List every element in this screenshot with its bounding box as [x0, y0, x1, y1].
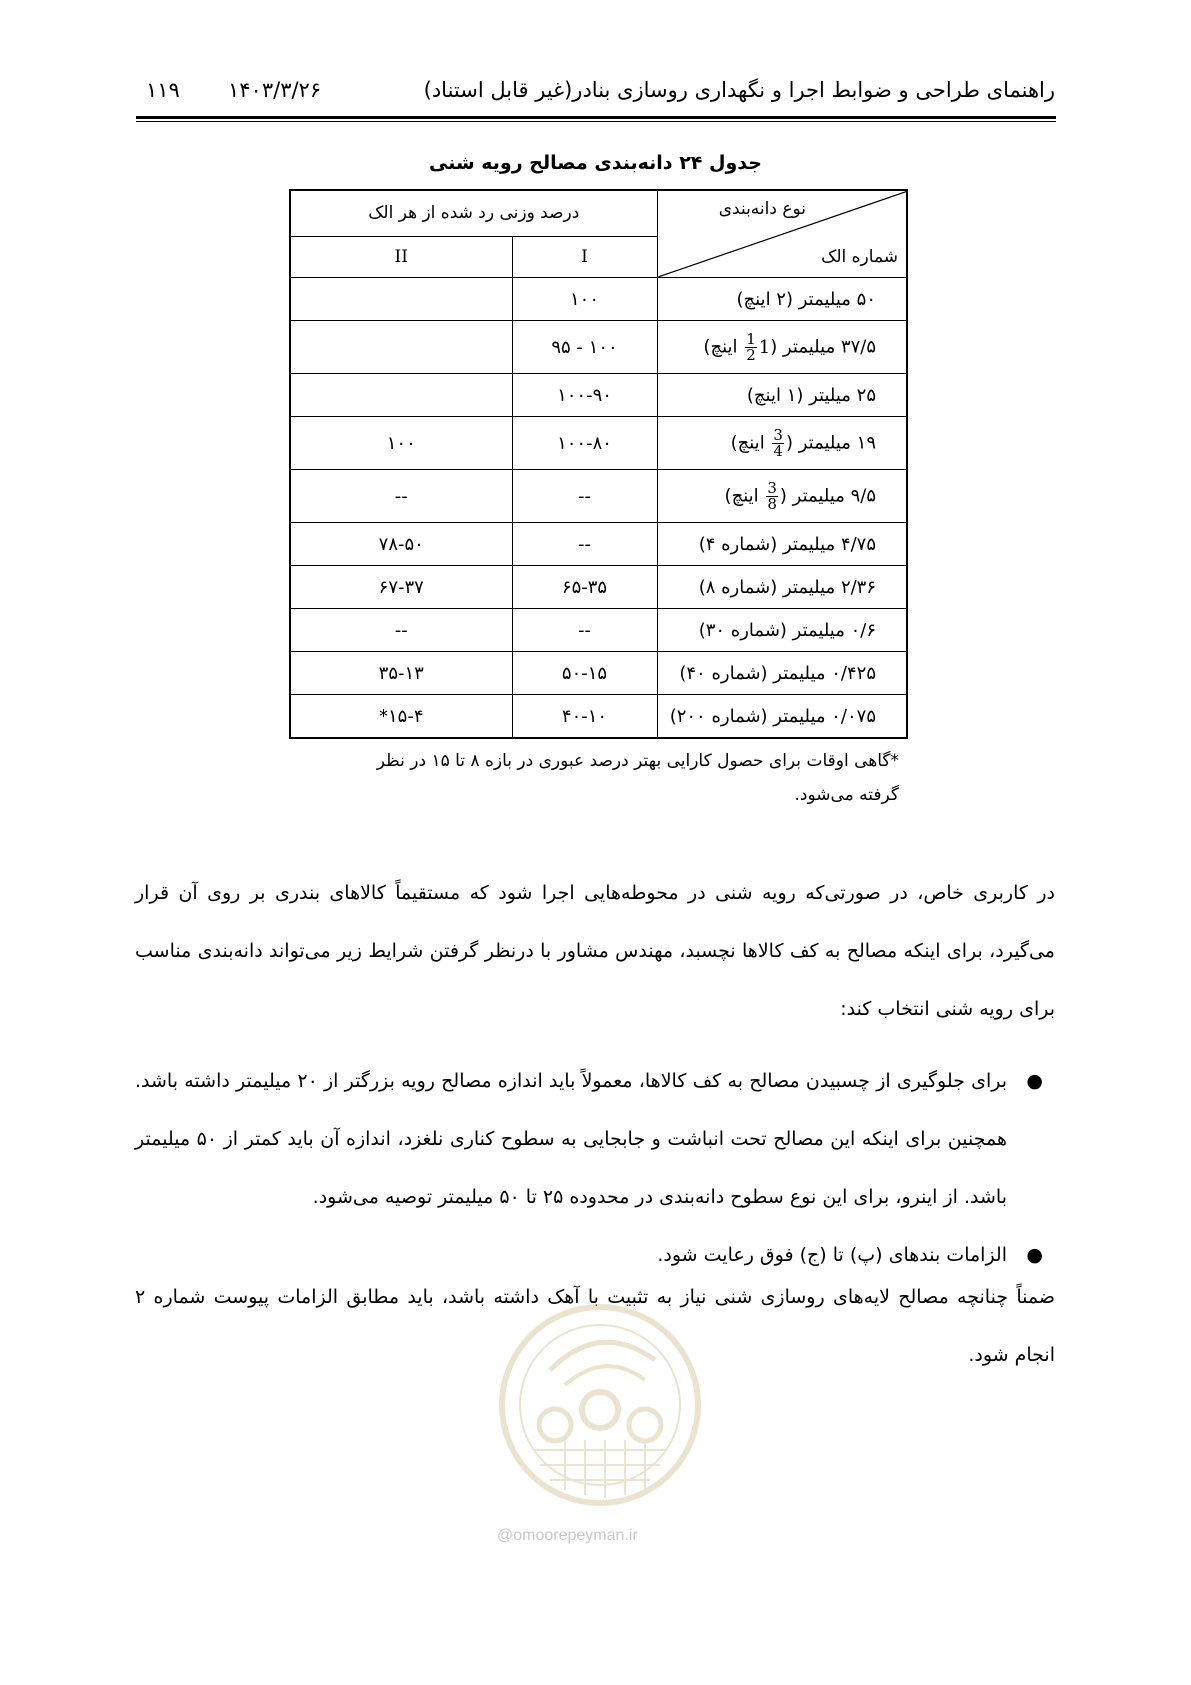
value-I: ۱۰۰: [512, 278, 657, 321]
sieve-cell: [657, 470, 907, 523]
corner-cell: [657, 190, 907, 278]
fraction-denominator: 2: [746, 345, 756, 364]
value-I: --: [512, 470, 657, 523]
sieve-cell: ۲۵ میلیتر (۱ اینچ): [657, 374, 907, 417]
table-row: [290, 321, 907, 374]
value-II: ۱۵-۴*: [290, 695, 512, 739]
percent-passing-header: درصد وزنی رد شده از هر الک: [290, 190, 657, 236]
sieve-cell: ۵۰ میلیمتر (۲ اینچ): [657, 278, 907, 321]
fraction-numerator: 3: [767, 478, 777, 497]
value-I: ۶۵-۳۵: [512, 566, 657, 609]
sieve-cell: ۲/۳۶ میلیمتر (شماره ۸): [657, 566, 907, 609]
fraction: [766, 478, 778, 513]
value-II: [290, 278, 512, 321]
page-number: ۱۱۹: [146, 78, 180, 102]
gradation-table: [289, 189, 908, 739]
sieve-text: ۳۷/۵ میلیمتر (: [770, 336, 877, 357]
table-row: [290, 566, 907, 609]
sieve-cell: [657, 321, 907, 374]
page-header: [140, 78, 1055, 108]
table-caption: جدول ۲۴ دانه‌بندی مصالح رویه شنی: [429, 152, 762, 174]
fraction-denominator: 4: [773, 441, 783, 460]
value-II: ۶۷-۳۷: [290, 566, 512, 609]
value-II: --: [290, 470, 512, 523]
value-I: ۴۰-۱۰: [512, 695, 657, 739]
bullet-list: [135, 1052, 1055, 1284]
sieve-text: ۱۹ میلیمتر (: [785, 432, 877, 453]
sieve-cell: [657, 417, 907, 470]
watermark-site: @omoorepeyman.ir: [497, 1527, 638, 1544]
sieve-text: اینچ): [703, 336, 744, 357]
sieve-cell: ۰/۴۲۵ میلیمتر (شماره ۴۰): [657, 652, 907, 695]
table-footnote: *گاهی اوقات برای حصول کارایی بهتر درصد عبوری در بازه ۸ تا ۱۵ در نظر گرفته می‌شود.: [376, 751, 899, 805]
header-rule-thin: [136, 121, 1056, 122]
sieve-number-label: شماره الک: [821, 247, 899, 267]
value-I: ۵۰-۱۵: [512, 652, 657, 695]
document-date: ۱۴۰۳/۳/۲۶: [228, 78, 322, 102]
sieve-text: اینچ): [730, 432, 771, 453]
sieve-cell: ۴/۷۵ میلیمتر (شماره ۴): [657, 523, 907, 566]
table-row: [290, 523, 907, 566]
value-I: --: [512, 609, 657, 652]
list-item: [135, 1052, 1055, 1226]
value-II: --: [290, 609, 512, 652]
bullet-icon: ●: [1026, 1070, 1043, 1092]
fraction-numerator: 1: [746, 329, 756, 348]
table-row: [290, 417, 907, 470]
body-paragraph-1: در کاربری خاص، در صورتی‌که رویه شنی در محوطه‌هایی اجرا شود که مستقیماً کالاهای بندری بر روی آن قرار می‌گیرد، برای اینکه مصالح به کف کالاها نچسبد، مهندس مشاور با درنظر گرفتن شرایط زیر می‌تواند دانه‌بندی مناسب برای رویه شنی انتخاب کند:: [135, 882, 1055, 1020]
fraction: [772, 425, 784, 460]
table-row: [290, 609, 907, 652]
sieve-cell: ۰/۰۷۵ میلیمتر (شماره ۲۰۰): [657, 695, 907, 739]
sieve-text: ۹/۵ میلیمتر (: [779, 485, 877, 506]
col-header-I: I: [512, 236, 657, 277]
gradation-type-label: نوع دانه‌بندی: [718, 199, 807, 219]
value-I: --: [512, 523, 657, 566]
watermark-logo-icon: [495, 1300, 705, 1510]
table-row: [290, 374, 907, 417]
header-rule-thick: [136, 116, 1056, 119]
value-I: ۱۰۰-۸۰: [512, 417, 657, 470]
sieve-text: اینچ): [724, 485, 765, 506]
value-II: ۷۸-۵۰: [290, 523, 512, 566]
col-header-II: II: [290, 236, 512, 277]
value-II: [290, 321, 512, 374]
sieve-cell: ۰/۶ میلیمتر (شماره ۳۰): [657, 609, 907, 652]
bullet-text: الزامات بندهای (پ) تا (ج) فوق رعایت شود.: [657, 1244, 1007, 1266]
body-paragraph-2: ضمناً چنانچه مصالح لایه‌های روسازی شنی نیاز به تثبیت با آهک داشته باشد، باید مطابق الزامات پیوست شماره ۲ انجام شود.: [135, 1286, 1055, 1366]
value-II: [290, 374, 512, 417]
document-title: راهنمای طراحی و ضوابط اجرا و نگهداری روسازی بنادر(غیر قابل استناد): [423, 78, 1055, 102]
value-I: ۱۰۰-۹۰: [512, 374, 657, 417]
value-II: ۱۰۰: [290, 417, 512, 470]
table-row: [290, 695, 907, 739]
table-row: [290, 278, 907, 321]
fraction-denominator: 8: [767, 494, 777, 513]
fraction-whole: 1: [758, 336, 771, 358]
fraction: [745, 329, 757, 364]
table-row: [290, 470, 907, 523]
bullet-text: برای جلوگیری از چسبیدن مصالح به کف کالاها، معمولاً باید اندازه مصالح رویه بزرگتر از ۲۰ میلیمتر داشته باشد. همچنین برای اینکه این مصالح تحت انباشت و جابجایی به سطوح کناری نلغزد، اندازه آن باید کمتر از ۵۰ میلیمتر باشد. از اینرو، برای این نوع سطوح دانه‌بندی در محدوده ۲۵ تا ۵۰ میلیمتر توصیه می‌شود.: [135, 1070, 1008, 1208]
fraction-numerator: 3: [773, 425, 783, 444]
value-II: ۳۵-۱۳: [290, 652, 512, 695]
bullet-icon: ●: [1026, 1244, 1043, 1266]
value-I: ۱۰۰ - ۹۵: [512, 321, 657, 374]
table-row: [290, 652, 907, 695]
